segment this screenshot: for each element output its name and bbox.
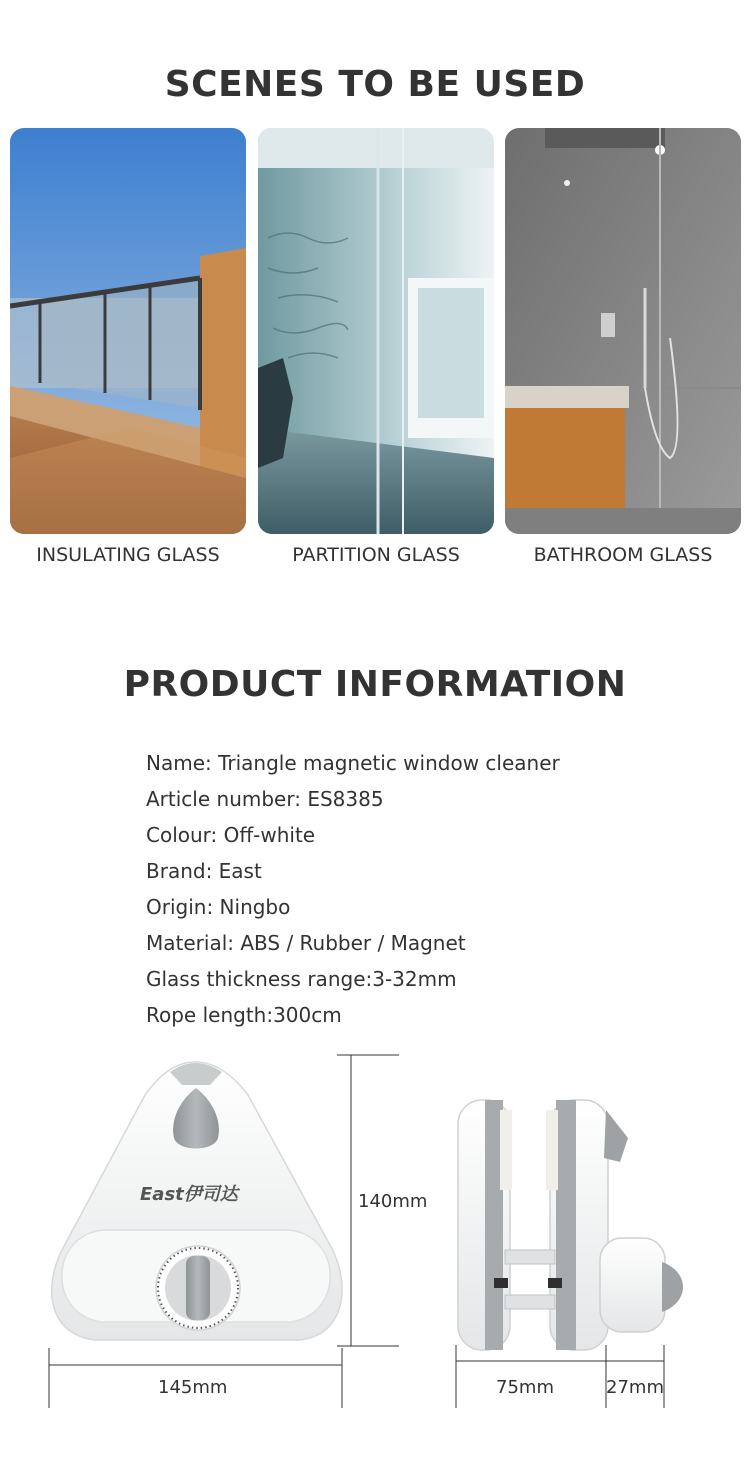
bathroom-glass-photo (505, 128, 741, 534)
scenes-title: SCENES TO BE USED (164, 64, 586, 105)
product-dimension-drawing (0, 1040, 750, 1462)
spec-material: Material: ABS / Rubber / Magnet (146, 931, 466, 955)
knob-depth-dimension-label: 27mm (606, 1377, 664, 1398)
spec-origin: Origin: Ningbo (146, 895, 291, 919)
cleaner-side-view (458, 1100, 683, 1350)
product-information-title: PRODUCT INFORMATION (123, 664, 627, 705)
bathroom-glass-label: BATHROOM GLASS (533, 544, 713, 566)
spec-brand: Brand: East (146, 859, 262, 883)
brand-logo: East伊司达 (140, 1184, 238, 1205)
cleaner-front-view (52, 1062, 342, 1340)
width-dimension-label: 145mm (158, 1377, 228, 1398)
spec-colour: Colour: Off-white (146, 823, 316, 847)
insulating-glass-photo (10, 128, 246, 534)
spec-rope-length: Rope length:300cm (146, 1003, 342, 1027)
spec-name: Name: Triangle magnetic window cleaner (146, 751, 560, 775)
spec-article-number: Article number: ES8385 (146, 787, 384, 811)
partition-glass-photo (258, 128, 494, 534)
spec-glass-thickness: Glass thickness range:3-32mm (146, 967, 457, 991)
partition-glass-label: PARTITION GLASS (292, 544, 460, 566)
height-dimension-label: 140mm (358, 1191, 428, 1212)
insulating-glass-label: INSULATING GLASS (36, 544, 220, 566)
product-spec-list (146, 746, 560, 1034)
depth-dimension-label: 75mm (496, 1377, 554, 1398)
